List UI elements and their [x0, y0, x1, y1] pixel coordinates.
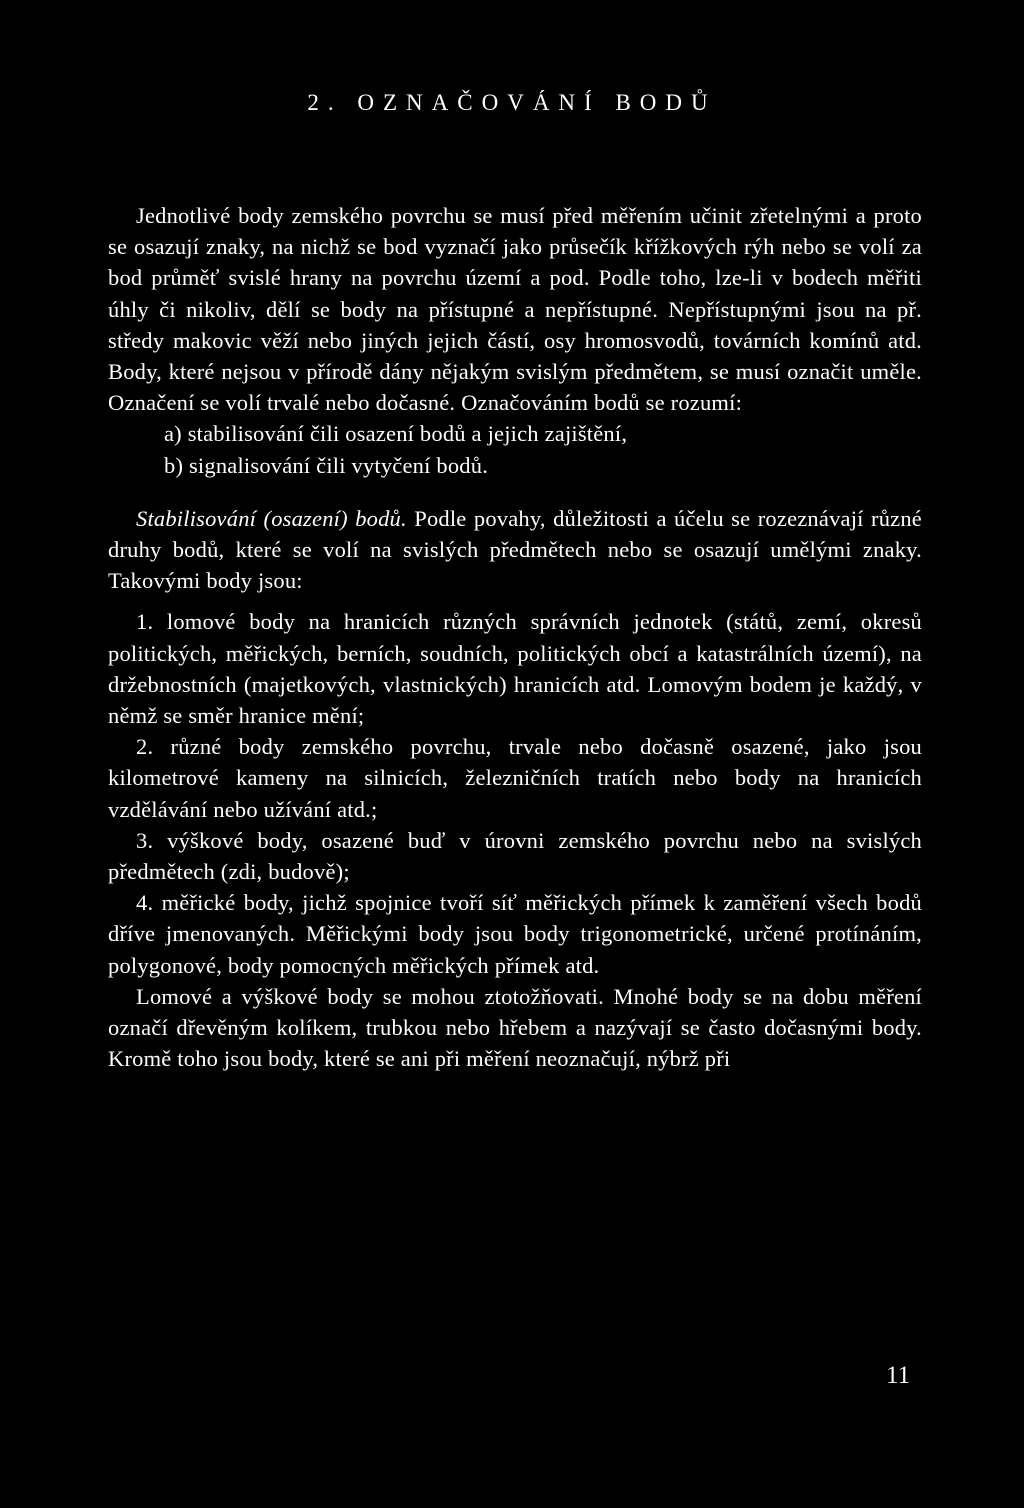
- numbered-item-1: 1. lomové body na hranicích různých správních jednotek (států, zemí, okresů politických, měřických, berních, soudních, politických obcí a katastrálních území), na držebnostních (majetkových, vlastnických) hranicích atd. Lomovým bodem je každý, v němž se směr hranice mění;: [108, 609, 922, 729]
- body-text: [108, 200, 922, 1074]
- paragraph-intro: Jednotlivé body zemského povrchu se musí před měřením učinit zřetelnými a proto se osazují znaky, na nichž se bod vyznačí jako průsečík křížkových rýh nebo se volí za bod průměť svislé hrany na povrchu území a pod. Podle toho, lze-li v bodech měřiti úhly či nikoliv, dělí se body na přístupné a nepřístupné. Nepřístupnými jsou na př. středy makovic věží nebo jiných jejich částí, osy hromosvodů, továrních komínů atd. Body, které nejsou v přírodě dány nějakým svislým předmětem, se musí označit uměle. Označení se volí trvalé nebo dočasné. Označováním bodů se rozumí:: [108, 203, 922, 416]
- page-number: 11: [886, 1362, 911, 1389]
- paragraph-closing: Lomové a výškové body se mohou ztotožňovati. Mnohé body se na dobu měření označí dřevěným kolíkem, trubkou nebo hřebem a nazývají se často dočasnými body. Kromě toho jsou body, které se ani při měření neoznačují, nýbrž při: [108, 983, 922, 1072]
- numbered-item-3: 3. výškové body, osazené buď v úrovni zemského povrchu nebo na svislých předmětech (zdi, budově);: [108, 827, 922, 885]
- section-heading: 2. OZNAČOVÁNÍ BODŮ: [307, 90, 717, 115]
- run-in-heading: Stabilisování (osazení) bodů.: [136, 505, 407, 531]
- list-item-b: b) signalisování čili vytyčení bodů.: [164, 452, 489, 478]
- paragraph-stabilisation: [108, 503, 922, 597]
- numbered-item-2: 2. různé body zemského povrchu, trvale nebo dočasně osazené, jako jsou kilometrové kameny na silnicích, železničních tratích nebo body na hranicích vzdělávání nebo užívání atd.;: [108, 734, 922, 822]
- list-item-a: a) stabilisování čili osazení bodů a jejich zajištění,: [164, 421, 628, 447]
- numbered-item-4: 4. měřické body, jichž spojnice tvoří síť měřických přímek k zaměření všech bodů dříve jmenovaných. Měřickými body jsou body trigonometrické, určené protínáním, polygonové, body pomocných měřických přímek atd.: [108, 890, 922, 978]
- paragraph-stabilisation-text: Podle povahy, důležitosti a účelu se rozeznávají různé druhy bodů, které se volí na svislých předmětech nebo se osazují umělými znaky. Takovými body jsou:: [108, 505, 922, 594]
